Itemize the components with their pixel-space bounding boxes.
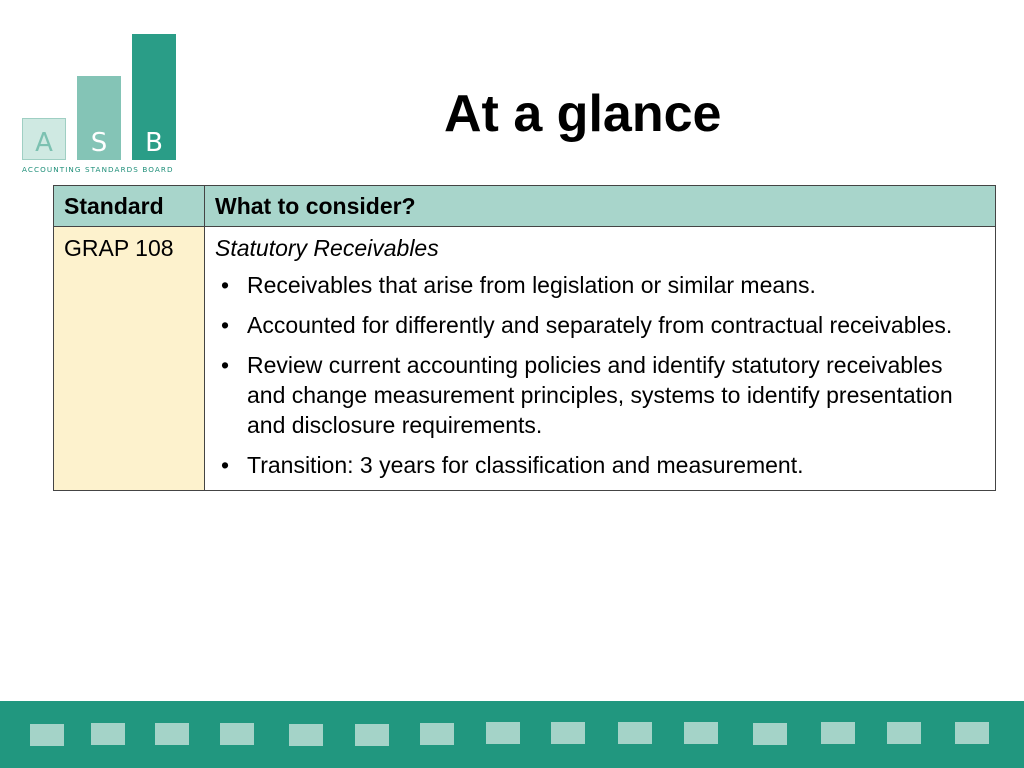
footer-band [0,701,1024,768]
list-item [215,350,985,440]
logo-letter-s: S [90,128,108,158]
footer-square [551,722,585,744]
footer-square [220,723,254,745]
bullet-icon: • [220,452,230,478]
table-row [54,227,996,491]
bullet-icon: • [220,312,230,338]
footer-square [30,724,64,746]
list-item-text: Accounted for differently and separately from contractual receivables. [247,312,953,338]
logo-letter-b: B [145,128,163,158]
asb-logo [22,34,182,174]
slide-title: At a glance [444,85,722,143]
footer-square [486,722,520,744]
footer-square [618,722,652,744]
list-item-text: Transition: 3 years for classification and measurement. [247,452,804,478]
standard-cell: GRAP 108 [54,227,205,491]
table-header-row [54,186,996,227]
footer-square [91,723,125,745]
consider-cell [205,227,996,491]
bullet-icon: • [220,272,230,298]
subheading: Statutory Receivables [215,235,439,261]
footer-square [684,722,718,744]
footer-square [753,723,787,745]
list-item [215,450,985,480]
bullet-icon: • [220,352,230,378]
footer-square [887,722,921,744]
bullet-list [215,270,985,480]
logo-caption: ACCOUNTING STANDARDS BOARD [22,165,174,174]
logo-letter-a: A [35,128,53,158]
footer-square [420,723,454,745]
footer-square [155,723,189,745]
list-item-text: Review current accounting policies and identify statutory receivables and change measurement principles, systems to identify presentation and disclosure requirements. [247,352,953,438]
list-item-text: Receivables that arise from legislation or similar means. [247,272,816,298]
footer-square [821,722,855,744]
list-item [215,270,985,300]
footer-square [355,724,389,746]
header-standard: Standard [54,186,205,227]
standards-table [53,185,996,491]
list-item [215,310,985,340]
header-what-to-consider: What to consider? [205,186,996,227]
footer-square [955,722,989,744]
footer-square [289,724,323,746]
